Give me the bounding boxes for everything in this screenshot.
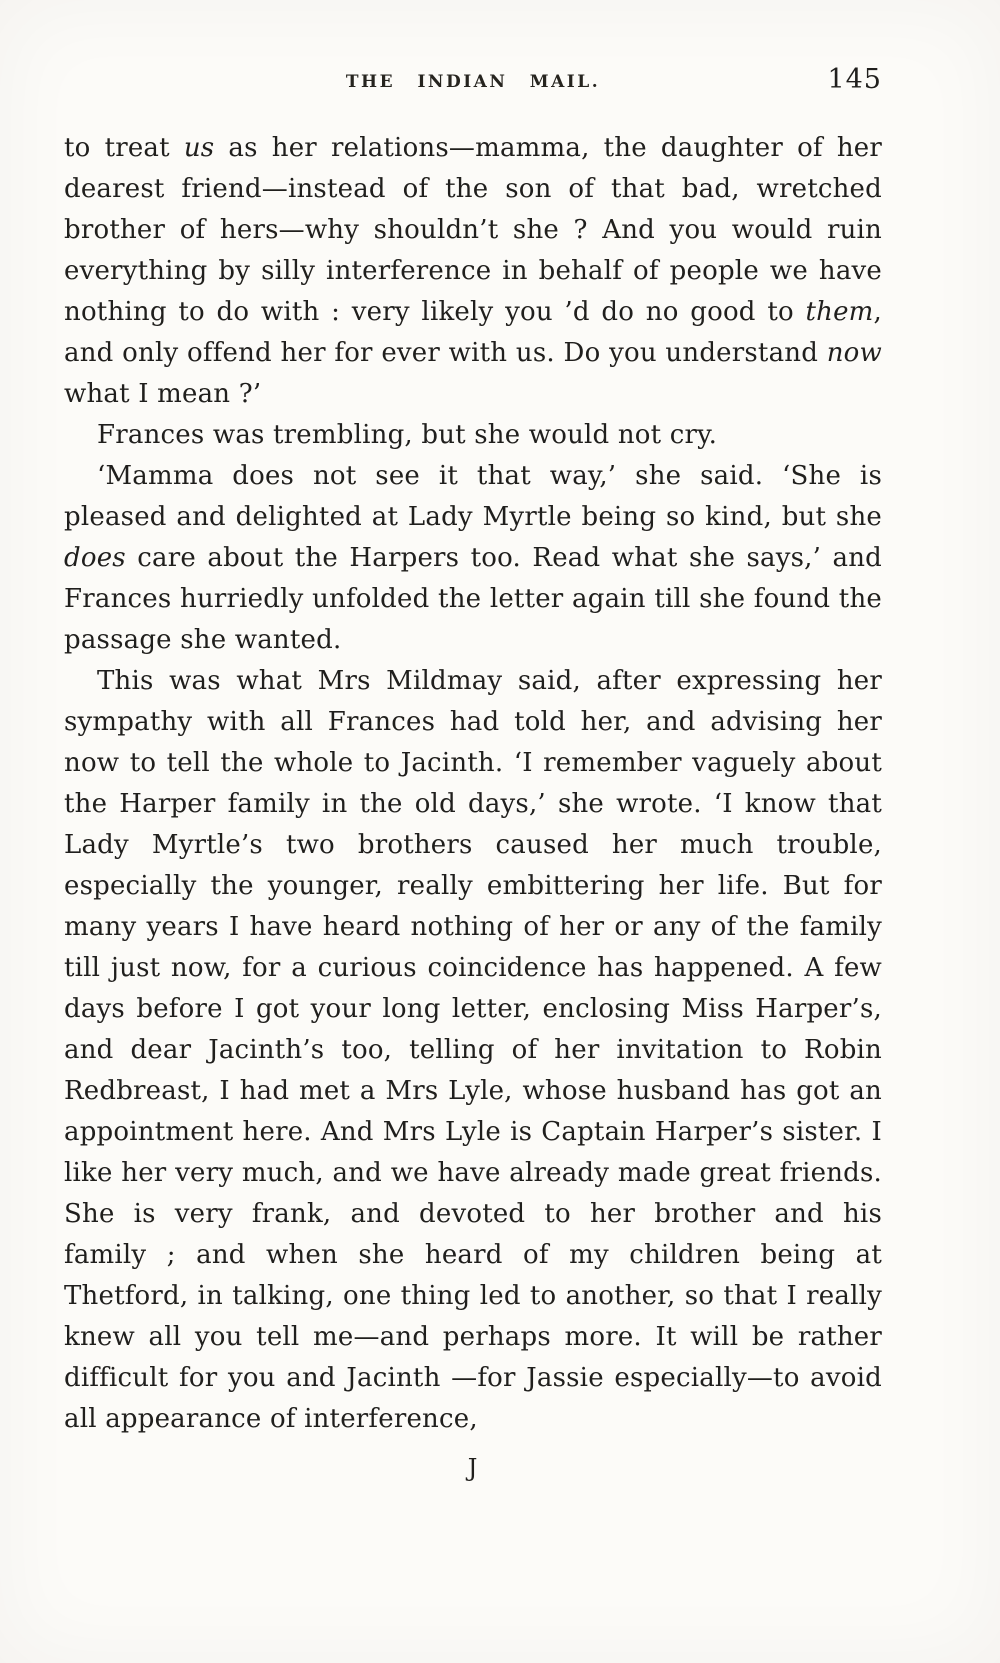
- page-body: [64, 128, 882, 1440]
- text-run: what I mean ?’: [64, 379, 262, 409]
- page-footer: [64, 1454, 882, 1482]
- signature-mark: J: [467, 1454, 479, 1482]
- page-number: 145: [827, 64, 882, 95]
- text-run: ‘Mamma does not see it that way,’ she said. ‘She is pleased and delighted at Lady Myrtle being so kind, but she: [64, 461, 882, 532]
- paragraph: [64, 415, 882, 456]
- paragraph: [64, 661, 882, 1440]
- text-run: as her relations—mamma, the daughter of her dearest friend—instead of the son of that bad, wretched brother of hers—why shouldn’t she ? And you would ruin everything by silly interference in behalf of people we have nothing to do with : very likely you ’d do no good to: [64, 133, 882, 327]
- italic-text-run: them: [805, 297, 874, 327]
- page-header: [64, 66, 882, 98]
- italic-text-run: us: [183, 133, 215, 163]
- text-run: care about the Harpers too. Read what she says,’ and Frances hurriedly unfolded the letter again till she found the passage she wanted.: [64, 543, 882, 655]
- paragraph: [64, 128, 882, 415]
- text-run: This was what Mrs Mildmay said, after expressing her sympathy with all Frances had told her, and advising her now to tell the whole to Jacinth. ‘I remember vaguely about the Harper family in the old days,’ she wrote. ‘I know that Lady Myrtle’s two brothers caused her much trouble, especially the younger, really embittering her life. But for many years I have heard nothing of her or any of the family till just now, for a curious coincidence has happened. A few days before I got your long letter, enclosing Miss Harper’s, and dear Jacinth’s too, telling of her invitation to Robin Redbreast, I had met a Mrs Lyle, whose husband has got an appointment here. And Mrs Lyle is Captain Harper’s sister. I like her very much, and we have already made great friends. She is very frank, and devoted to her brother and his family ; and when she heard of my children being at Thetford, in talking, one thing led to another, so that I really knew all you tell me—and perhaps more. It will be rather difficult for you and Jacinth —for Jassie especially—to avoid all appearance of interference,: [64, 666, 882, 1434]
- italic-text-run: now: [826, 338, 882, 368]
- italic-text-run: does: [64, 543, 126, 573]
- running-title: THE INDIAN MAIL.: [345, 72, 601, 92]
- paragraph: [64, 456, 882, 661]
- text-run: to treat: [64, 133, 184, 163]
- text-run: Frances was trembling, but she would not cry.: [97, 420, 718, 450]
- text-run: , and only offend her for ever with us. Do you understand: [64, 297, 882, 368]
